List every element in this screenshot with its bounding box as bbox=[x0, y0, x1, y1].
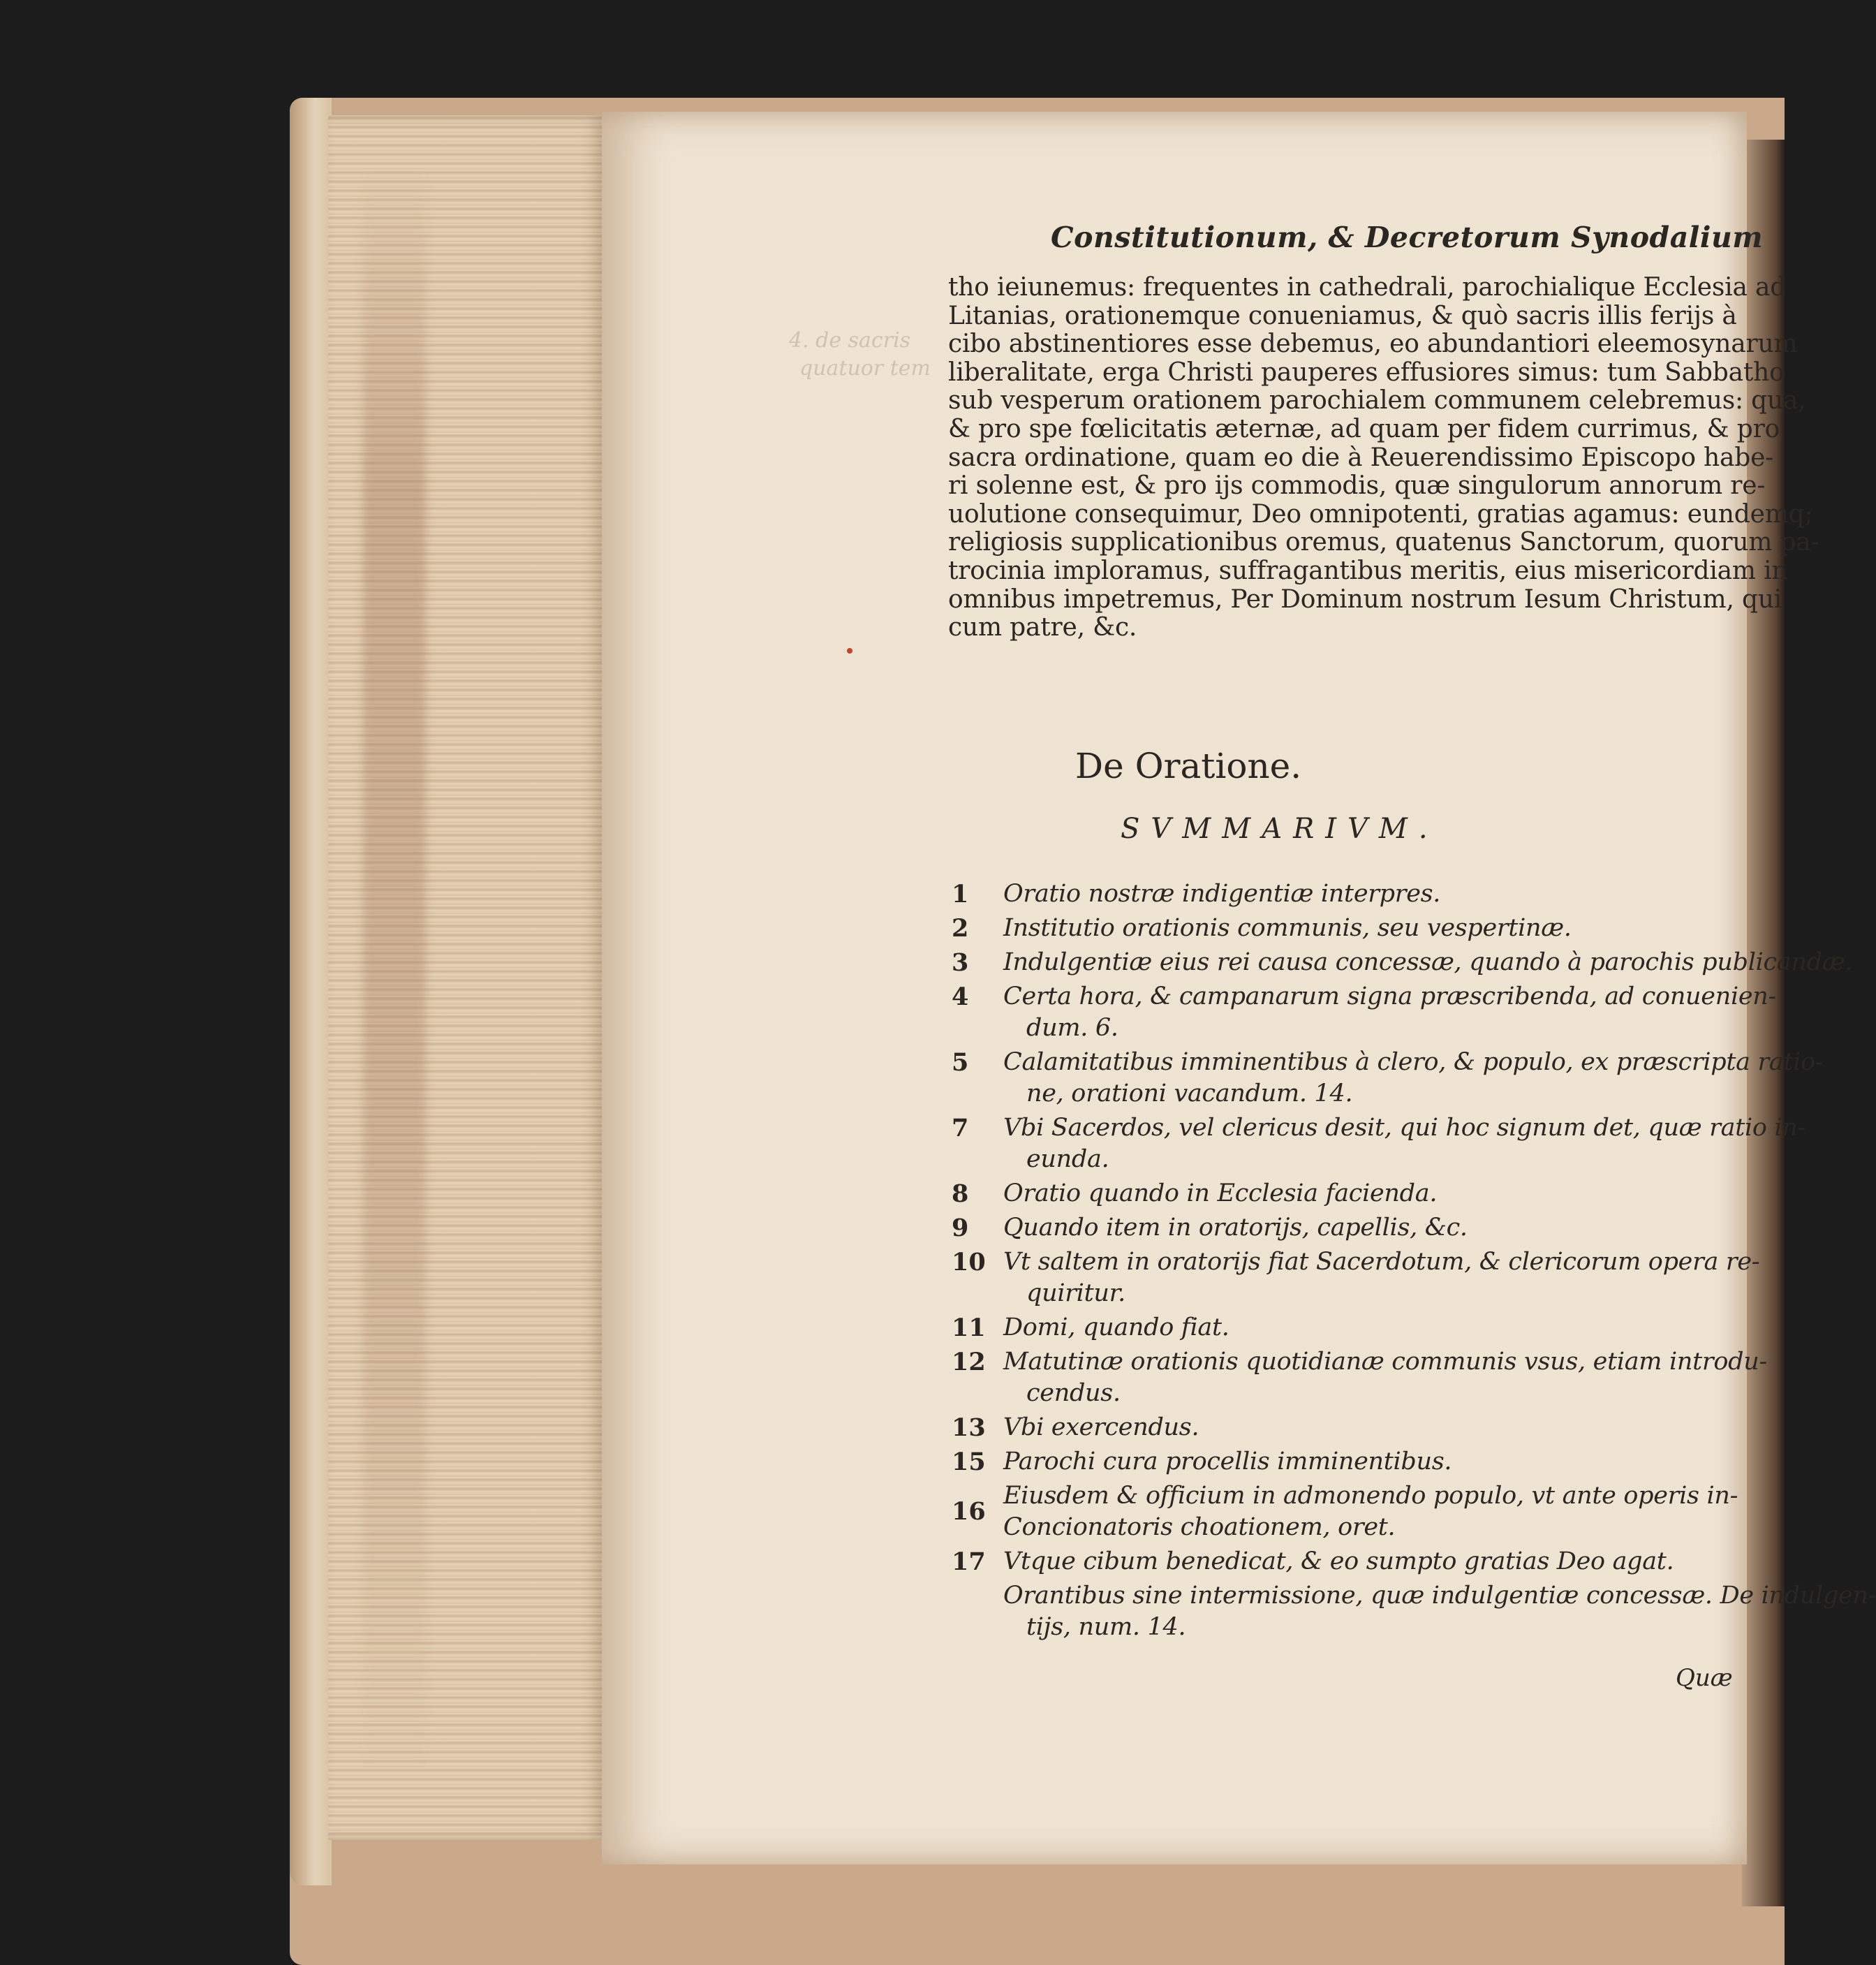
body-line: religiosis supplicationibus oremus, quatenus Sanctorum, quorum pa- bbox=[948, 528, 1819, 557]
body-line: cum patre, &c. bbox=[948, 613, 1137, 642]
item-text: quiritur. bbox=[1026, 1279, 1125, 1307]
item-text: Oratio quando in Ecclesia facienda. bbox=[1003, 1179, 1438, 1207]
item-text: Orantibus sine intermissione, quæ indulgentiæ concessæ. De indulgen- bbox=[1003, 1582, 1876, 1610]
ink-spot bbox=[847, 648, 852, 654]
item-number: 11 bbox=[952, 1313, 986, 1342]
body-line: tho ieiunemus: frequentes in cathedrali, parochialique Ecclesia ad bbox=[948, 273, 1787, 302]
item-number: 12 bbox=[952, 1348, 986, 1376]
body-line: sacra ordinatione, quam eo die à Reuerendissimo Episcopo habe- bbox=[948, 443, 1774, 472]
item-text: Indulgentiæ eius rei causa concessæ, quando à parochis publicandæ. bbox=[1003, 948, 1853, 976]
item-text: Matutinæ orationis quotidianæ communis vsus, etiam introdu- bbox=[1003, 1348, 1767, 1376]
item-text: Institutio orationis communis, seu vespertinæ. bbox=[1003, 914, 1572, 942]
item-number: 16 bbox=[952, 1497, 986, 1526]
item-text: Certa hora, & campanarum signa præscribenda, ad conuenien- bbox=[1003, 982, 1777, 1010]
item-text: Vtque cibum benedicat, & eo sumpto gratias Deo agat. bbox=[1003, 1547, 1674, 1575]
item-number: 17 bbox=[952, 1547, 986, 1576]
body-line: & pro spe fœlicitatis æternæ, ad quam per fidem currimus, & pro bbox=[948, 415, 1780, 443]
item-number: 15 bbox=[952, 1448, 986, 1476]
body-line: omnibus impetremus, Per Dominum nostrum Iesum Christum, qui bbox=[948, 584, 1782, 614]
item-number: 10 bbox=[952, 1248, 986, 1276]
item-text: eunda. bbox=[1026, 1145, 1109, 1173]
item-text: Vbi exercendus. bbox=[1003, 1413, 1199, 1441]
item-number: 4 bbox=[952, 982, 969, 1011]
item-number: 13 bbox=[952, 1413, 986, 1442]
running-title: Constitutionum, & Decretorum Synodalium bbox=[1051, 221, 1764, 254]
catchword: Quæ bbox=[1676, 1664, 1733, 1692]
section-title: De Oratione. bbox=[1075, 746, 1302, 786]
item-number: 1 bbox=[952, 880, 969, 908]
bleed-through-text: quatuor tem bbox=[799, 356, 931, 381]
item-number: 2 bbox=[952, 914, 969, 943]
item-text: ne, orationi vacandum. 14. bbox=[1026, 1080, 1353, 1107]
item-text: tijs, num. 14. bbox=[1026, 1613, 1186, 1641]
body-line: trocinia imploramus, suffragantibus meritis, eius misericordiam in bbox=[948, 557, 1788, 585]
item-text: Calamitatibus imminentibus à clero, & populo, ex præscripta ratio- bbox=[1003, 1048, 1824, 1076]
item-text: dum. 6. bbox=[1026, 1014, 1118, 1042]
item-text: Concionatoris choationem, oret. bbox=[1003, 1513, 1396, 1541]
item-number: 3 bbox=[952, 948, 969, 977]
item-number: 9 bbox=[952, 1214, 969, 1242]
item-number: 5 bbox=[952, 1048, 969, 1077]
item-text: Quando item in oratorijs, capellis, &c. bbox=[1003, 1214, 1468, 1242]
item-text: Domi, quando fiat. bbox=[1003, 1313, 1229, 1341]
body-line: Litanias, orationemque conueniamus, & quò sacris illis ferijs à bbox=[948, 301, 1737, 330]
body-line: uolutione consequimur, Deo omnipotenti, gratias agamus: eundemq; bbox=[948, 499, 1813, 529]
item-number: 8 bbox=[952, 1179, 969, 1208]
bleed-through-text: 4. de sacris bbox=[789, 328, 911, 353]
item-text: Vt saltem in oratorijs fiat Sacerdotum, & clericorum opera re- bbox=[1003, 1248, 1760, 1276]
item-text: Parochi cura procellis imminentibus. bbox=[1003, 1448, 1452, 1475]
summary-title: SVMMARIVM. bbox=[1121, 813, 1439, 845]
item-text: cendus. bbox=[1026, 1379, 1121, 1407]
body-line: liberalitate, erga Christi pauperes effusiores simus: tum Sabbatho bbox=[948, 358, 1785, 387]
item-text: Vbi Sacerdos, vel clericus desit, qui hoc signum det, quæ ratio in- bbox=[1003, 1114, 1806, 1142]
body-line: cibo abstinentiores esse debemus, eo abundantiori eleemosynarum bbox=[948, 330, 1798, 359]
item-text: Eiusdem & officium in admonendo populo, vt ante operis in- bbox=[1003, 1482, 1738, 1510]
water-stain bbox=[363, 168, 426, 1774]
body-line: ri solenne est, & pro ijs commodis, quæ singulorum annorum re- bbox=[948, 471, 1766, 501]
item-text: Oratio nostræ indigentiæ interpres. bbox=[1003, 880, 1441, 908]
book-cover-edge bbox=[290, 98, 332, 1885]
item-number: 7 bbox=[952, 1114, 969, 1142]
body-line: sub vesperum orationem parochialem communem celebremus: qua, bbox=[948, 386, 1806, 415]
